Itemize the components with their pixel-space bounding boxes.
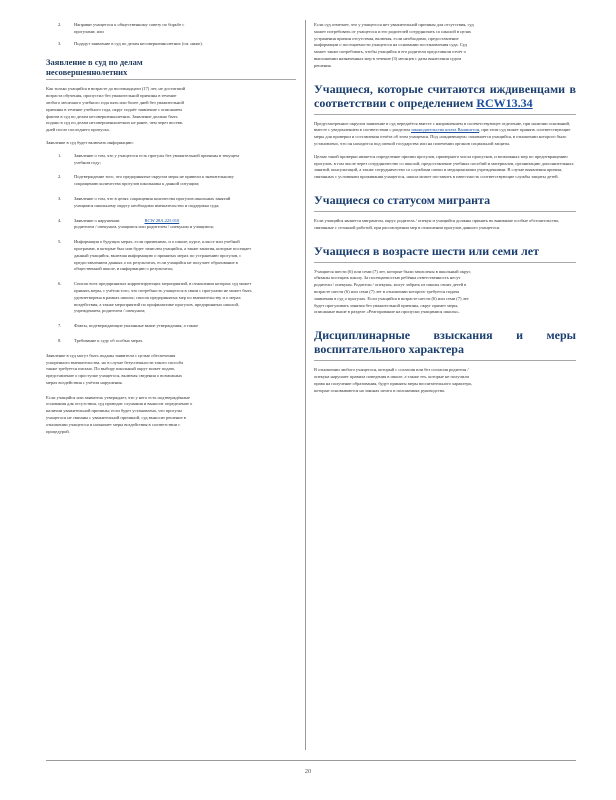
list-item [46, 41, 204, 48]
list-text: Подадут заявление в суд по делам несовершеннолетних (см. ниже). [74, 40, 203, 46]
paragraph: Заявление в суд могут быть поданы заявители с целью обеспечения ускоренного вмешательства, но в случае безуспешности такого способа также требуется письмо. По выбору школьный округ может подать представление о проступке учащегося, включая сведения о возможных мерах воздействия с учётом нарушения. [46, 352, 184, 385]
paragraph: Если учащийся является мигрантом, округ, родитель / опекун и учащийся должны принять во внимание особые обстоятельства, связанные с сезонной работой, при рассмотрении мер в отношении прогулов данного учащегося. [314, 217, 560, 230]
left-column [46, 22, 296, 435]
list-item [46, 174, 239, 188]
section-heading: Учащиеся со статусом мигранта [314, 192, 491, 207]
paragraph: Если суд отмечает, что у учащегося нет уважительной причины для отсутствия, суд может потребовать от учащегося и его родителей сотрудничать со школой в целях устранения причин отсутствия, включая, если необходимо, предоставление информации о посещаемости учащегося на основании постановления суда. Суд может также потребовать, чтобы учащийся и его родители представили отчёт о выполнении назначенных мер в течение (3) месяцев с даты вынесения судом решения. [314, 22, 474, 68]
list-item [46, 153, 239, 167]
list-text: Направят учащегося к общественному совету по борьбе с прогулами; или [74, 22, 185, 34]
list-item [46, 22, 204, 36]
paragraph: Учащиеся шести (6) или семи (7) лет, которые были зачислены в школьный округ, обязаны посещать школу. За посещаемостью ребёнка ответственность несут родители / опекуны. Родители / опекуны, могут забрать из школы своих детей в возрасте шести (6) или семи (7) лет в отношении которого требуется подача заявления в суд о прогулах. Если учащийся в возрасте шести (6) или семи (7) лет будет прогуливать занятия без уважительной причины, округ примет меры, описанные выше в разделе «Реагирование на пропуски учащимися школы». [314, 268, 471, 315]
paragraph: В отношении любого учащегося, который с согласия или без согласия родителя / опекуна нарушает правила поведения в школе, а также тех, которые не получили права на получение образования, будут приняты меры воспитательного характера, которые основываются на законах штата и положениях руководства. [314, 367, 472, 393]
heading-rule [314, 114, 576, 115]
list-item [46, 323, 224, 330]
list-text: Подтверждение того, что предпринятые округом меры не привели к значительному сокращению количества прогулов школьника к данной ситуации; [74, 174, 234, 187]
heading-text: Учащиеся, которые считаются иждивенцами в соответствии с определением [314, 81, 576, 110]
section-heading: Заявление в суд по делам несовершеннолетних [46, 57, 143, 78]
list-number: 2. [58, 22, 62, 27]
list-number: 1. [58, 152, 62, 158]
list-item [46, 196, 244, 210]
heading-rule [314, 360, 576, 361]
paragraph-text: Предусмотренное округом заявление в суд передаётся вместе с направлением в соответствующее отделение, при наличии оснований, вместе с уведомлением в соответствии с разделом [314, 120, 571, 133]
section-heading: Дисциплинарные взыскания и меры воспитательного характера [314, 328, 576, 357]
column-divider [305, 20, 306, 750]
list-number: 8. [58, 337, 62, 343]
paragraph: Заявление в суд будет включать информацию: [46, 139, 134, 145]
rcw-link[interactable]: RCW13.34 [476, 95, 533, 110]
footer-rule [46, 760, 576, 761]
list-item [46, 218, 284, 232]
section-heading [314, 82, 576, 110]
list-item [46, 239, 252, 273]
rcw-link[interactable]: RCW 28A.225.010 [144, 217, 180, 223]
list-text: Информация о будущих мерах, если применимо, и о школе, курсе, классе или учебной программе, в которые был или будет зачислен учащийся, а также занятия, которые посещает данный учащийся, включая информацию о принятых мерах по устранению прогулов, с предоставлением данных о их результатах, если учащийся не получает образование в общественной школе, и информацию о результатах; [74, 239, 252, 272]
list-number: 3. [58, 195, 62, 201]
heading-rule [314, 262, 576, 263]
paragraph: Если учащийся или заявитель утверждает, что у него есть подтверждённые основания для отсутствия, суд проводит слушания и выносит определение о наличии уважительной причины; если будет установлено, что прогулы учащегося не связаны с уважительной причиной, суд выносит решение в отношении учащегося и назначает меры воздействия в соответствии с процедурой. [46, 394, 193, 434]
paragraph: Целью такой проверки является определение причин прогулов, примерного числа пропусков, и возможных мер по предотвращению прогулов, в том числе через сотрудничество со школой, предоставление учебных пособий и материалов, организацию дополнительных занятий, консультаций, а также сотрудничество со службами опеки и медицинскими учреждениями. В случае выявления причин, связанных с условиями проживания учащегося, школа может поставить в известность соответствующие службы защиты детей. [314, 153, 574, 180]
paragraph-text: , при этом суд может принять соответствующие меры для проверки и составления отчёта об этом учащемся. Под «иждивенцем» понимается учащийся, в отношении которого было установлено, что он находится под опекой государства или на попечении органов социальной защиты. [314, 127, 571, 146]
list-number: 6. [58, 281, 62, 287]
list-number: 2. [58, 174, 62, 180]
list-text: родителем / опекуном, учащимся или родителем / опекуном и учащимся; [74, 224, 214, 230]
list-text: Требование к суду об особых мерах. [74, 337, 144, 343]
heading-rule [46, 79, 296, 80]
list-text: Заявление о том, что в целях сокращения количества прогулов школьных занятий учащимся школьному округу необходимо вмешательство и поддержка суда; [74, 195, 231, 208]
list-number: 4. [58, 217, 62, 223]
page-number: 20 [304, 768, 312, 775]
law-link[interactable]: законодательства штата Вашингтон [411, 127, 480, 133]
petition-list [46, 153, 296, 345]
list-text: Список всех предпринятых корректирующих мероприятий, в отношении которых суд может принять меры, с учётом того, что потребность учащегося в связи с прогулами не может быть удовлетворена в рамках школы; список предпринятых мер по вмешательству и о мерах воздействия, а также мероприятий по профилактике прогулов, предпринятых школой, учреждением, родителем / опекуном; [74, 281, 252, 314]
list-number: 5. [58, 239, 62, 245]
list-number: 7. [58, 323, 62, 329]
list-item [46, 338, 224, 345]
list-number: 3. [58, 40, 62, 46]
list-text: Заявление о нарушении [74, 217, 120, 223]
paragraph [314, 121, 576, 148]
right-column [314, 22, 576, 394]
top-list [46, 22, 296, 47]
section-heading: Учащиеся в возрасте шести или семи лет [314, 243, 539, 258]
list-text: Факты, подтверждающие указанные выше утверждения; а также [74, 323, 198, 329]
list-text: Заявление о том, что у учащегося есть прогулы без уважительной причины в текущем учебном году; [74, 152, 239, 165]
heading-rule [314, 211, 576, 212]
paragraph: Как только учащийся в возрасте до восемнадцати (17) лет, не достигший возраста обучения, пропустил без уважительной причины в течение любого месячного учебного года пять или более дней без уважительной причины в течение учебного года, округ подаёт заявление с описанием фактов в суд по делам несовершеннолетних. Заявление должно быть подано в суд по делам несовершеннолетних не ранее, чем через восемь дней после последнего пропуска. [46, 86, 186, 133]
list-item [46, 281, 252, 315]
